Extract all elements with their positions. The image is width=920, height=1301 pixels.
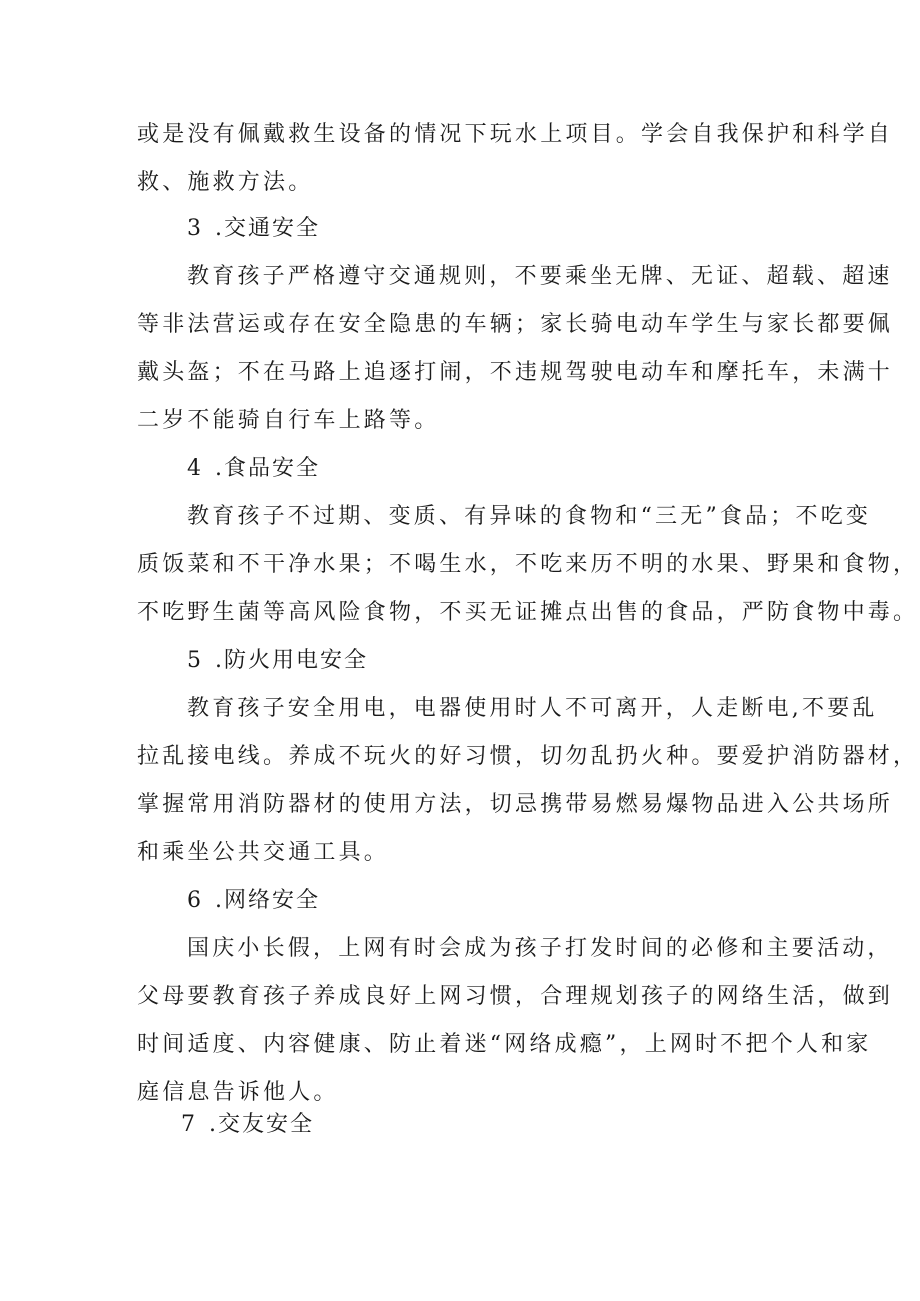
paragraph-line: 救、施救方法。 [137, 170, 314, 195]
section-number: 4 [187, 456, 203, 481]
section-heading-food [187, 458, 320, 480]
section-title: .交通安全 [215, 216, 320, 241]
paragraph-line: 庭信息告诉他人。 [137, 1080, 339, 1105]
section-number: 7 [181, 1112, 197, 1137]
paragraph-line: 掌握常用消防器材的使用方法，切忌携带易燃易爆物品进入公共场所 [137, 792, 894, 817]
paragraph-line: 国庆小长假，上网有时会成为孩子打发时间的必修和主要活动， [187, 936, 893, 961]
paragraph-line: 拉乱接电线。养成不玩火的好习惯，切勿乱扔火种。要爱护消防器材， [137, 744, 919, 769]
paragraph-line: 等非法营运或存在安全隐患的车辆；家长骑电动车学生与家长都要佩 [137, 312, 894, 337]
paragraph-line: 教育孩子严格遵守交通规则，不要乘坐无牌、无证、超载、超速 [187, 264, 893, 289]
paragraph-line: 时间适度、内容健康、防止着迷“网络成瘾”，上网时不把个人和家 [137, 1032, 872, 1057]
paragraph-line: 质饭菜和不干净水果；不喝生水，不吃来历不明的水果、野果和食物， [137, 552, 919, 577]
paragraph-line: 教育孩子不过期、变质、有异味的食物和“三无”食品；不吃变 [187, 504, 872, 529]
section-title: .防火用电安全 [215, 648, 368, 673]
section-heading-traffic [187, 218, 320, 240]
paragraph-line: 父母要教育孩子养成良好上网习惯，合理规划孩子的网络生活，做到 [137, 984, 894, 1009]
section-title: .食品安全 [215, 456, 320, 481]
section-heading-friendship [181, 1114, 314, 1136]
paragraph-line: 不吃野生菌等高风险食物，不买无证摊点出售的食品，严防食物中毒。 [137, 600, 919, 625]
section-number: 3 [187, 216, 203, 241]
paragraph-line: 或是没有佩戴救生设备的情况下玩水上项目。学会自我保护和科学自 [137, 122, 894, 147]
paragraph-line: 二岁不能骑自行车上路等。 [137, 408, 440, 433]
section-title: .网络安全 [215, 888, 320, 913]
section-heading-fire-electric [187, 650, 368, 672]
section-number: 5 [187, 648, 203, 673]
paragraph-line: 和乘坐公共交通工具。 [137, 840, 390, 865]
section-number: 6 [187, 888, 203, 913]
section-heading-network [187, 890, 320, 912]
section-title: .交友安全 [209, 1112, 314, 1137]
paragraph-line: 戴头盔；不在马路上追逐打闹，不违规驾驶电动车和摩托车，未满十 [137, 360, 894, 385]
paragraph-line: 教育孩子安全用电，电器使用时人不可离开，人走断电,不要乱 [187, 696, 878, 721]
